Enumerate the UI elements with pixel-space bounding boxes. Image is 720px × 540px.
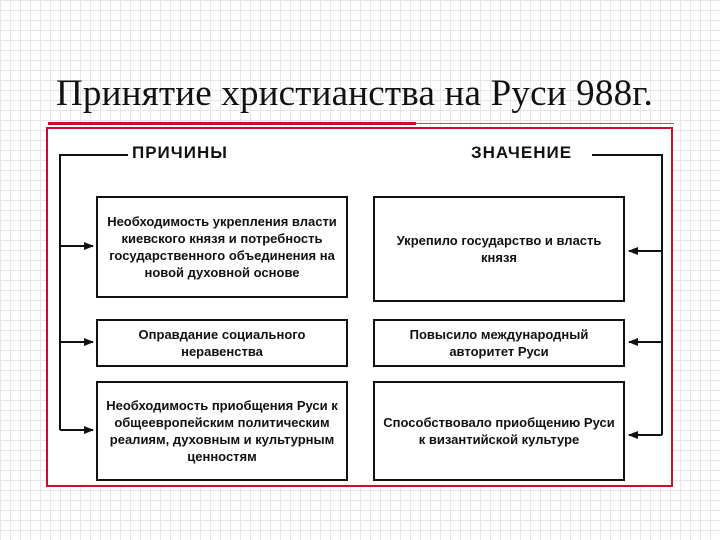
cause-box-3: Необходимость приобщения Руси к общеевропейским политическим реалиям, духовным и культурным ценностям (96, 381, 348, 481)
effect-box-1: Укрепило государство и власть князя (373, 196, 625, 302)
effect-box-2: Повысило международный авторитет Руси (373, 319, 625, 367)
causes-heading: ПРИЧИНЫ (128, 143, 232, 163)
cause-box-1: Необходимость укрепления власти киевского князя и потребность государственного объединения на новой духовной основе (96, 196, 348, 298)
effects-heading: ЗНАЧЕНИЕ (467, 143, 576, 163)
slide-title: Принятие христианства на Руси 988г. (56, 73, 653, 114)
cause-box-2: Оправдание социального неравенства (96, 319, 348, 367)
effect-box-3: Способствовало приобщению Руси к византийской культуре (373, 381, 625, 481)
